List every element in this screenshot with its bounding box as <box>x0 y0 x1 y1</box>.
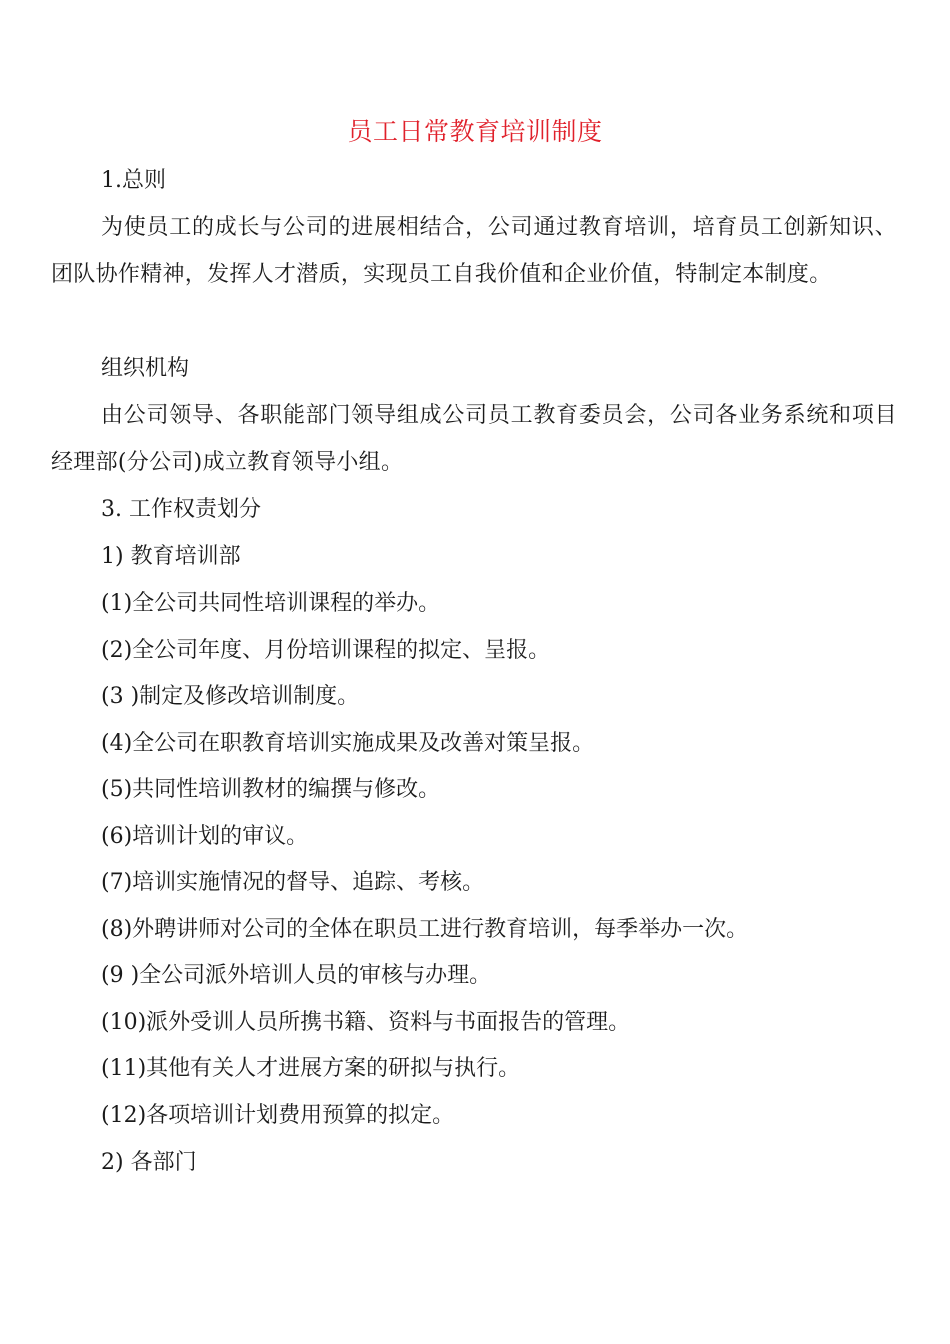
list-item: (2)全公司年度、月份培训课程的拟定、呈报。 <box>101 638 551 663</box>
list-item: (3 )制定及修改培训制度。 <box>101 684 360 709</box>
section-heading-organization: 组织机构 <box>101 356 190 381</box>
list-item: (10)派外受训人员所携书籍、资料与书面报告的管理。 <box>101 1010 631 1035</box>
list-item: (8)外聘讲师对公司的全体在职员工进行教育培训，每季举办一次。 <box>101 917 749 942</box>
list-item: (9 )全公司派外培训人员的审核与办理。 <box>101 963 492 988</box>
list-item: (7)培训实施情况的督导、追踪、考核。 <box>101 870 485 895</box>
list-item: (1)全公司共同性培训课程的举办。 <box>101 591 441 616</box>
subsection-heading-training-dept: 1) 教育培训部 <box>101 544 241 569</box>
list-item: (4)全公司在职教育培训实施成果及改善对策呈报。 <box>101 731 595 756</box>
list-item: (5)共同性培训教材的编撰与修改。 <box>101 777 441 802</box>
section-heading-responsibilities: 3. 工作权责划分 <box>101 497 261 522</box>
section-heading-general: 1.总则 <box>101 168 166 193</box>
section-body-general: 为使员工的成长与公司的进展相结合，公司通过教育培训，培育员工创新知识、团队协作精神，发挥人才潜质，实现员工自我价值和企业价值，特制定本制度。 <box>51 215 897 287</box>
subsection-heading-departments: 2) 各部门 <box>101 1150 197 1175</box>
list-item: (11)其他有关人才进展方案的研拟与执行。 <box>101 1056 521 1081</box>
document-title: 员工日常教育培训制度 <box>347 117 603 146</box>
list-item: (12)各项培训计划费用预算的拟定。 <box>101 1103 455 1128</box>
list-item: (6)培训计划的审议。 <box>101 824 309 849</box>
section-body-organization: 由公司领导、各职能部门领导组成公司员工教育委员会，公司各业务系统和项目经理部(分公司)成立教育领导小组。 <box>51 403 897 475</box>
